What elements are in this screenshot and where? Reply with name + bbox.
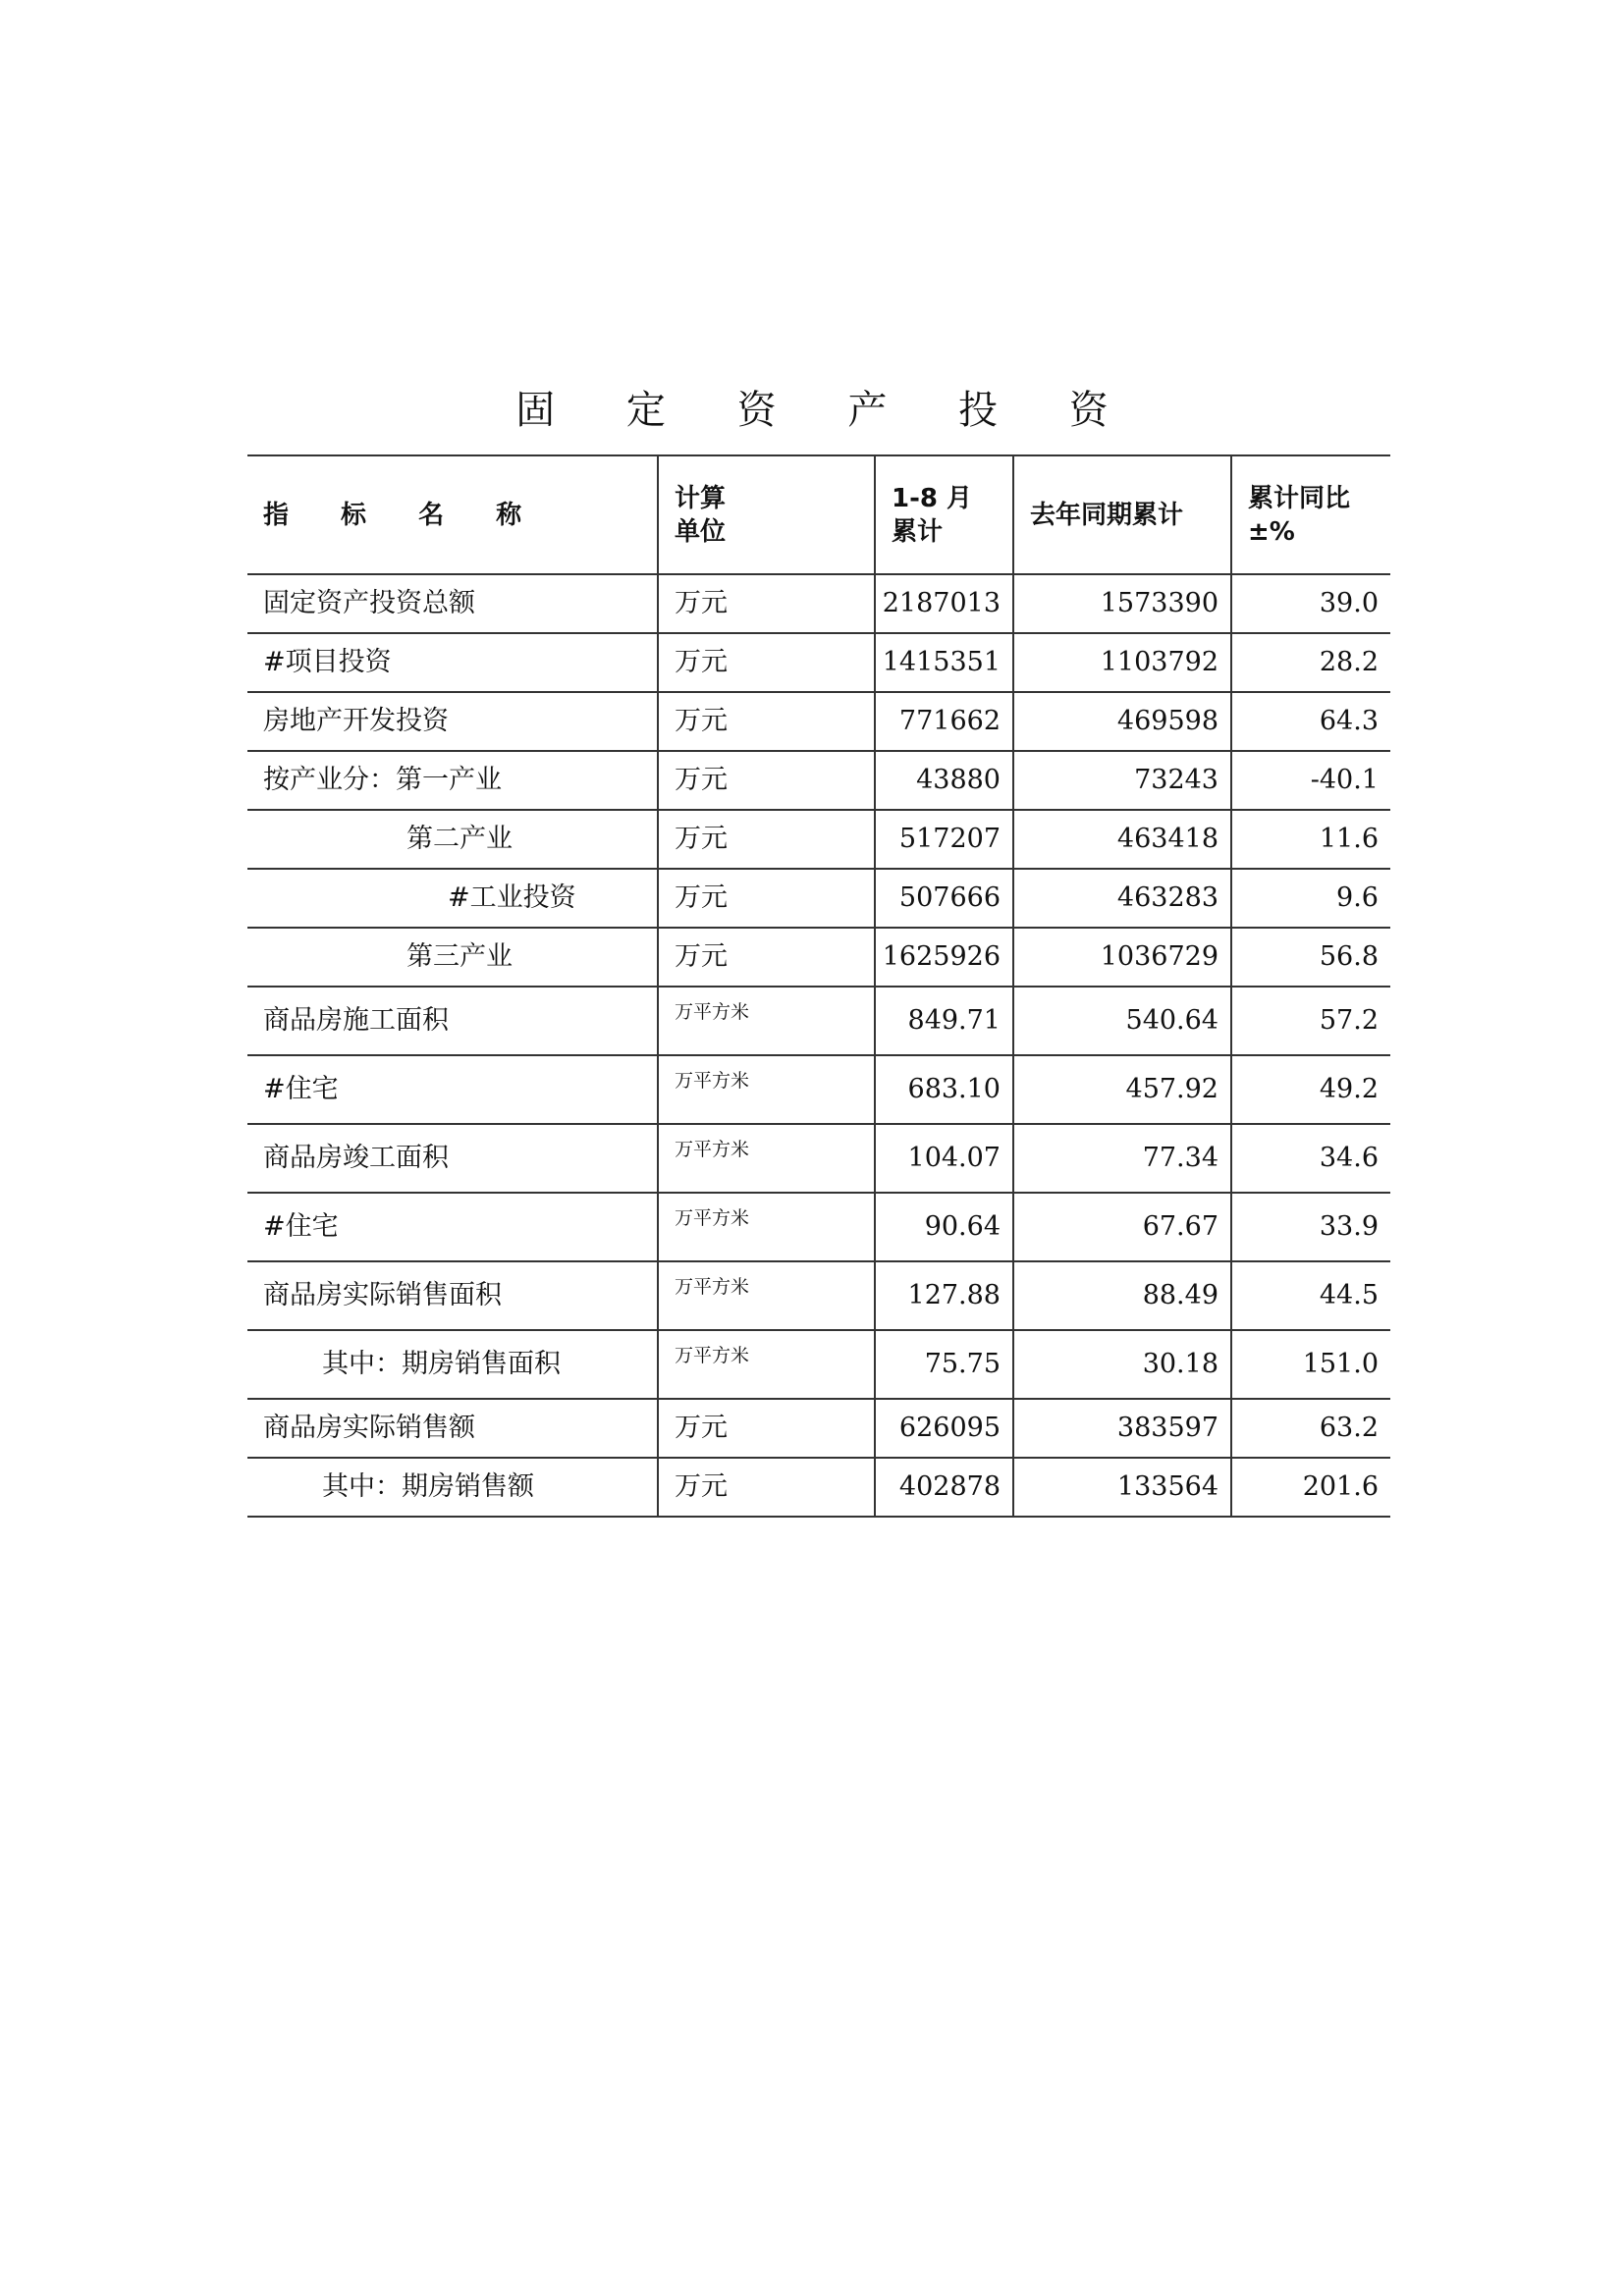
table-row	[247, 1399, 1390, 1458]
table-row	[247, 869, 1390, 928]
unit-cell: 万平方米	[658, 1124, 875, 1193]
last-year-value: 67.67	[1013, 1193, 1231, 1261]
current-value: 104.07	[875, 1124, 1013, 1193]
header-yoy-line1: 累计同比	[1248, 483, 1351, 513]
unit-cell: 万平方米	[658, 1055, 875, 1124]
yoy-change: 151.0	[1231, 1330, 1390, 1399]
unit-cell: 万平方米	[658, 1330, 875, 1399]
table-row	[247, 692, 1390, 751]
indicator-name: #工业投资	[247, 869, 658, 928]
current-value: 517207	[875, 810, 1013, 869]
unit-cell: 万元	[658, 869, 875, 928]
current-value: 1625926	[875, 928, 1013, 987]
current-value: 402878	[875, 1458, 1013, 1517]
yoy-change: 9.6	[1231, 869, 1390, 928]
yoy-change: 64.3	[1231, 692, 1390, 751]
yoy-change: 44.5	[1231, 1261, 1390, 1330]
table-row	[247, 574, 1390, 633]
header-unit	[658, 455, 875, 574]
current-value: 2187013	[875, 574, 1013, 633]
indicator-name: 商品房竣工面积	[247, 1124, 658, 1193]
table-row	[247, 810, 1390, 869]
last-year-value: 88.49	[1013, 1261, 1231, 1330]
header-unit-line2: 单位	[675, 516, 727, 547]
unit-cell: 万平方米	[658, 1193, 875, 1261]
last-year-value: 1036729	[1013, 928, 1231, 987]
table-row	[247, 928, 1390, 987]
header-row	[247, 455, 1390, 574]
indicator-name: 第三产业	[247, 928, 658, 987]
indicator-name: #住宅	[247, 1193, 658, 1261]
last-year-value: 73243	[1013, 751, 1231, 810]
table-row	[247, 751, 1390, 810]
indicator-name: #项目投资	[247, 633, 658, 692]
table-row	[247, 1330, 1390, 1399]
unit-cell: 万平方米	[658, 1261, 875, 1330]
unit-cell: 万元	[658, 692, 875, 751]
yoy-change: 201.6	[1231, 1458, 1390, 1517]
indicator-name: 其中：期房销售额	[247, 1458, 658, 1517]
last-year-value: 463418	[1013, 810, 1231, 869]
unit-cell: 万元	[658, 751, 875, 810]
indicator-name: 其中：期房销售面积	[247, 1330, 658, 1399]
yoy-change: 56.8	[1231, 928, 1390, 987]
indicator-name: 第二产业	[247, 810, 658, 869]
yoy-change: 11.6	[1231, 810, 1390, 869]
current-value: 507666	[875, 869, 1013, 928]
current-value: 771662	[875, 692, 1013, 751]
indicator-name: #住宅	[247, 1055, 658, 1124]
current-value: 127.88	[875, 1261, 1013, 1330]
table-row	[247, 1261, 1390, 1330]
yoy-change: 57.2	[1231, 987, 1390, 1055]
last-year-value: 30.18	[1013, 1330, 1231, 1399]
current-value: 626095	[875, 1399, 1013, 1458]
yoy-change: 63.2	[1231, 1399, 1390, 1458]
unit-cell: 万元	[658, 633, 875, 692]
header-unit-line1: 计算	[675, 483, 727, 513]
last-year-value: 133564	[1013, 1458, 1231, 1517]
unit-cell: 万元	[658, 1458, 875, 1517]
last-year-value: 540.64	[1013, 987, 1231, 1055]
table-row	[247, 987, 1390, 1055]
unit-cell: 万元	[658, 1399, 875, 1458]
unit-cell: 万元	[658, 574, 875, 633]
last-year-value: 1573390	[1013, 574, 1231, 633]
yoy-change: 49.2	[1231, 1055, 1390, 1124]
yoy-change: 28.2	[1231, 633, 1390, 692]
indicator-name: 按产业分：第一产业	[247, 751, 658, 810]
indicator-name: 固定资产投资总额	[247, 574, 658, 633]
current-value: 43880	[875, 751, 1013, 810]
last-year-value: 1103792	[1013, 633, 1231, 692]
table-row	[247, 1193, 1390, 1261]
yoy-change: 39.0	[1231, 574, 1390, 633]
table-row	[247, 1458, 1390, 1517]
header-current-line1: 1-8 月	[892, 483, 973, 513]
current-value: 849.71	[875, 987, 1013, 1055]
current-value: 90.64	[875, 1193, 1013, 1261]
table-row	[247, 1124, 1390, 1193]
indicator-name: 商品房施工面积	[247, 987, 658, 1055]
header-yoy-change	[1231, 455, 1390, 574]
last-year-value: 383597	[1013, 1399, 1231, 1458]
last-year-value: 463283	[1013, 869, 1231, 928]
yoy-change: -40.1	[1231, 751, 1390, 810]
header-current-line2: 累计	[892, 516, 944, 547]
yoy-change: 34.6	[1231, 1124, 1390, 1193]
unit-cell: 万元	[658, 810, 875, 869]
last-year-value: 469598	[1013, 692, 1231, 751]
current-value: 75.75	[875, 1330, 1013, 1399]
yoy-change: 33.9	[1231, 1193, 1390, 1261]
page-title: 固 定 资 产 投 资	[515, 388, 1138, 433]
last-year-value: 77.34	[1013, 1124, 1231, 1193]
header-yoy-line2: ±%	[1248, 516, 1295, 547]
fixed-asset-investment-table	[247, 454, 1390, 1518]
header-last-year: 去年同期累计	[1013, 455, 1231, 574]
table-row	[247, 1055, 1390, 1124]
indicator-name: 商品房实际销售额	[247, 1399, 658, 1458]
current-value: 683.10	[875, 1055, 1013, 1124]
indicator-name: 房地产开发投资	[247, 692, 658, 751]
header-current-period	[875, 455, 1013, 574]
unit-cell: 万平方米	[658, 987, 875, 1055]
current-value: 1415351	[875, 633, 1013, 692]
header-indicator-name: 指 标 名 称	[247, 455, 658, 574]
table-row	[247, 633, 1390, 692]
unit-cell: 万元	[658, 928, 875, 987]
last-year-value: 457.92	[1013, 1055, 1231, 1124]
indicator-name: 商品房实际销售面积	[247, 1261, 658, 1330]
